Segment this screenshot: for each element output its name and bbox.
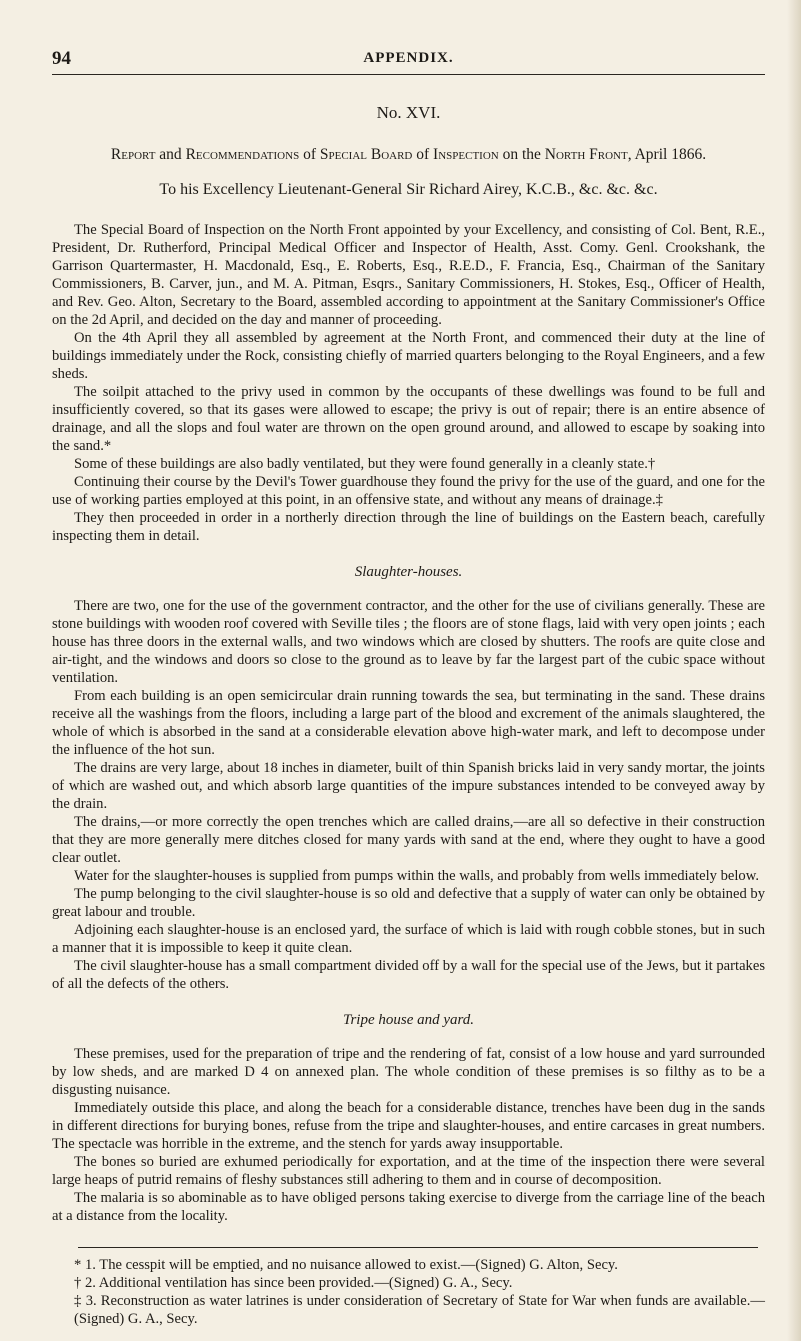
- paragraph: From each building is an open semicircular drain running towards the sea, but terminating in the sand. These drains receive all the washings from the floors, including a large part of the blood and excrement of the animals slaughtered, the whole of which is absorbed in the sand at a considerable elevation above high-water mark, and left to decompose under the influence of the hot sun.: [52, 688, 765, 758]
- title-date: , April 1866.: [627, 146, 707, 163]
- section-heading-slaughter-houses: Slaughter-houses.: [354, 564, 463, 580]
- report-title: [52, 145, 765, 164]
- paragraph: Continuing their course by the Devil's Tower guardhouse they found the privy for the use of the guard, and one for the use of working parties employed at this point, in an offensive state, and without any means of drainage.‡: [52, 474, 765, 508]
- paragraph: Some of these buildings are also badly ventilated, but they were found generally in a cleanly state.†: [74, 456, 656, 472]
- report-body: [52, 221, 765, 1225]
- title-conjunction: on the: [498, 146, 545, 163]
- footnote: ‡ 3. Reconstruction as water latrines is under consideration of Secretary of State for War when funds are available.—(Signed) G. A., Secy.: [74, 1293, 765, 1327]
- paragraph: The pump belonging to the civil slaughter-house is so old and defective that a supply of water can only be obtained by great labour and trouble.: [52, 886, 765, 920]
- title-conjunction: and: [155, 146, 186, 163]
- paragraph: The bones so buried are exhumed periodically for exportation, and at the time of the inspection there were several large heaps of putrid remains of fleshy substances still adhering to them and in course of decomposition.: [52, 1154, 765, 1188]
- paragraph: The malaria is so abominable as to have obliged persons taking exercise to diverge from the carriage line of the beach at a distance from the locality.: [52, 1190, 765, 1224]
- paragraph: The drains are very large, about 18 inches in diameter, built of thin Spanish bricks laid in very sandy mortar, the joints of which are washed out, and which absorb large quantities of the impure substances intended to be conveyed away by the drain.: [52, 760, 765, 812]
- running-title: APPENDIX.: [363, 50, 454, 66]
- paragraph: Water for the slaughter-houses is supplied from pumps within the walls, and probably from wells immediately below.: [74, 868, 759, 884]
- footnote: * 1. The cesspit will be emptied, and no nuisance allowed to exist.—(Signed) G. Alton, Secy.: [74, 1257, 618, 1273]
- title-word-recommendations: Recommendations: [185, 146, 300, 163]
- salutation: To his Excellency Lieutenant-General Sir Richard Airey, K.C.B., &c. &c. &c.: [159, 181, 658, 198]
- title-word-special-board: Special Board: [319, 146, 413, 163]
- paragraph: The drains,—or more correctly the open trenches which are called drains,—are all so defective in their construction that they are more generally mere ditches closed for many yards with sand at the end, where they ought to have a good clear outlet.: [52, 814, 765, 866]
- section-heading-tripe-house: Tripe house and yard.: [342, 1012, 475, 1028]
- paragraph: The civil slaughter-house has a small compartment divided off by a wall for the special use of the Jews, but it partakes of all the defects of the others.: [52, 958, 765, 992]
- title-word-report: Report: [110, 146, 156, 163]
- page-edge-shadow: [787, 0, 801, 1341]
- footnotes: [52, 1256, 765, 1328]
- title-word-north-front: North Front: [544, 146, 628, 163]
- paragraph: They then proceeded in order in a northerly direction through the line of buildings on the Eastern beach, carefully inspecting them in detail.: [52, 510, 765, 544]
- footnote: † 2. Additional ventilation has since been provided.—(Signed) G. A., Secy.: [74, 1275, 513, 1291]
- paragraph: The soilpit attached to the privy used in common by the occupants of these dwellings was found to be full and insufficiently covered, so that its gases were allowed to escape; the privy is out of repair; there is an entire absence of drainage, and all the slops and foul water are thrown on the open ground around, and allowed to escape by soaking into the sand.*: [52, 384, 765, 454]
- title-conjunction: of: [412, 146, 434, 163]
- document-number: No. XVI.: [376, 103, 441, 122]
- paragraph: Adjoining each slaughter-house is an enclosed yard, the surface of which is laid with rough cobble stones, but in such a manner that it is impossible to keep it quite clean.: [52, 922, 765, 956]
- paragraph: These premises, used for the preparation of tripe and the rendering of fat, consist of a low house and yard surrounded by low sheds, and are marked D 4 on annexed plan. The whole condition of these premises is so filthy as to be a disgusting nuisance.: [52, 1046, 765, 1098]
- title-word-inspection: Inspection: [433, 146, 499, 163]
- running-head: [52, 48, 765, 75]
- paragraph: Immediately outside this place, and along the beach for a considerable distance, trenches have been dug in the sands in different directions for burying bones, refuse from the tripe and slaughter-houses, and entire carcases in great numbers. The spectacle was horrible in the extreme, and the stench for yards away insupportable.: [52, 1100, 765, 1152]
- paragraph: The Special Board of Inspection on the North Front appointed by your Excellency, and consisting of Col. Bent, R.E., President, Dr. Rutherford, Principal Medical Officer and Inspector of Health, Asst. Comy. Genl. Crookshank, the Garrison Quartermaster, H. Macdonald, Esq., E. Roberts, Esq., R.E.D., F. Francia, Esq., Chairman of the Sanitary Commissioners, B. Carver, jun., and M. A. Pitman, Esqrs., Sanitary Commissioners, H. Stokes, Esq., Officer of Health, and Rev. Geo. Alton, Secretary to the Board, assembled according to appointment at the Sanitary Commissioner's Office on the 2d April, and decided on the day and manner of proceeding.: [52, 222, 765, 328]
- page-number: 94: [52, 48, 71, 69]
- paragraph: On the 4th April they all assembled by agreement at the North Front, and commenced their duty at the line of buildings immediately under the Rock, consisting chiefly of married quarters belonging to the Royal Engineers, and a few sheds.: [52, 330, 765, 382]
- title-conjunction: of: [299, 146, 320, 163]
- footnote-divider: [78, 1247, 758, 1248]
- paragraph: There are two, one for the use of the government contractor, and the other for the use of civilians generally. These are stone buildings with wooden roof covered with Seville tiles ; the floors are of stone flags, laid with very open joints ; each house has three doors in the external walls, and two windows which are closed by shutters. The roofs are quite close and air-tight, and the windows and doors so close to the ground as to leave by far the largest part of the cubic space without ventilation.: [52, 598, 765, 686]
